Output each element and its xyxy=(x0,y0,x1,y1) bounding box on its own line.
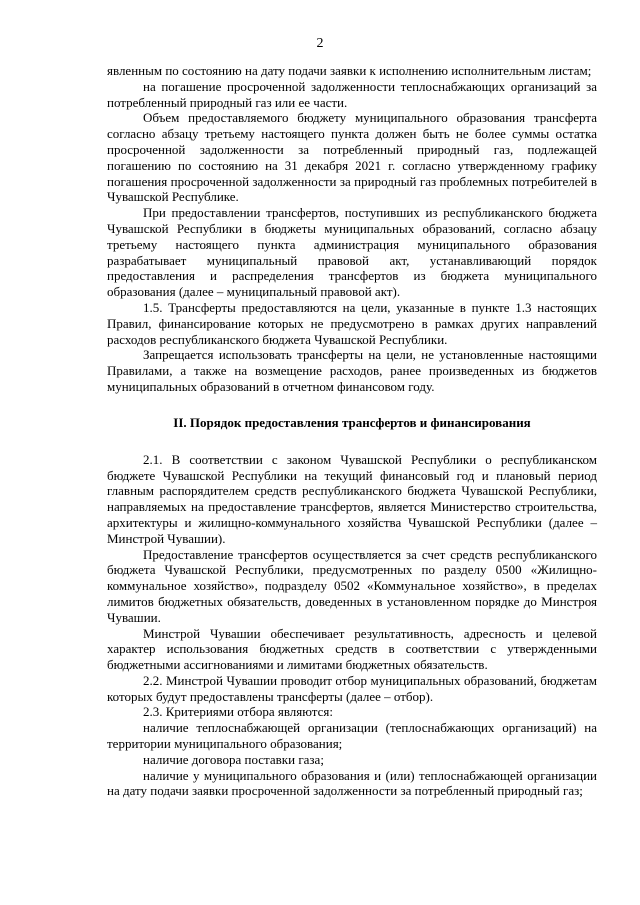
paragraph: При предоставлении трансфертов, поступивших из республиканского бюджета Чувашской Республики в бюджеты муниципальных образований, согласно абзацу третьему настоящего пункта администрация муниципального образования разрабатывает муниципальный правовой акт, устанавливающий порядок предоставления и распределения трансфертов из бюджета муниципального образования (далее – муниципальный правовой акт). xyxy=(107,205,597,300)
document-body xyxy=(107,63,597,799)
paragraph: 1.5. Трансферты предоставляются на цели, указанные в пункте 1.3 настоящих Правил, финансирование которых не предусмотрено в рамках других направлений расходов республиканского бюджета Чувашской Республики. xyxy=(107,299,597,347)
paragraph: на погашение просроченной задолженности теплоснабжающих организаций за потребленный природный газ или ее части. xyxy=(107,78,597,110)
section-heading: II. Порядок предоставления трансфертов и финансирования xyxy=(173,414,531,430)
paragraph: наличие договора поставки газа; xyxy=(143,751,324,767)
paragraph: 2.1. В соответствии с законом Чувашской Республики о республиканском бюджете Чувашской Республики на текущий финансовый год и плановый период главным распорядителем средств республиканского бюджета Чувашской Республики, направляемых на предоставление трансфертов, является Министерство строительства, архитектуры и жилищно-коммунального хозяйства Чувашской Республики (далее – Минстрой Чувашии). xyxy=(107,451,597,546)
paragraph: Предоставление трансфертов осуществляется за счет средств республиканского бюджета Чувашской Республики, предусмотренных по разделу 0500 «Жилищно-коммунальное хозяйство», подразделу 0502 «Коммунальное хозяйство», в пределах лимитов бюджетных обязательств, доведенных в установленном порядке до Минстроя Чувашии. xyxy=(107,546,597,625)
paragraph: Объем предоставляемого бюджету муниципального образования трансферта согласно абзацу третьему настоящего пункта должен быть не более суммы остатка просроченной задолженности за потребленный природный газ, подлежащей погашению по состоянию на 31 декабря 2021 г. согласно утвержденному графику погашения просроченной задолженности за природный газ проблемных потребителей в Чувашской Республике. xyxy=(107,110,597,205)
page-number: 2 xyxy=(316,36,324,51)
paragraph: 2.3. Критериями отбора являются: xyxy=(143,704,333,720)
paragraph: наличие теплоснабжающей организации (теплоснабжающих организаций) на территории муниципального образования; xyxy=(107,720,597,752)
paragraph: явленным по состоянию на дату подачи заявки к исполнению исполнительным листам; xyxy=(107,63,592,78)
paragraph: 2.2. Минстрой Чувашии проводит отбор муниципальных образований, бюджетам которых будут предоставлены трансферты (далее – отбор). xyxy=(107,672,597,704)
paragraph: Запрещается использовать трансферты на цели, не установленные настоящими Правилами, а также на возмещение расходов, ранее произведенных из бюджетов муниципальных образований в отчетном финансовом году. xyxy=(107,347,597,394)
paragraph: Минстрой Чувашии обеспечивает результативность, адресность и целевой характер использования бюджетных средств в соответствии с утвержденными бюджетными ассигнованиями и лимитами бюджетных обязательств. xyxy=(107,625,597,673)
paragraph: наличие у муниципального образования и (или) теплоснабжающей организации на дату подачи заявки просроченной задолженности за потребленный природный газ; xyxy=(107,767,597,799)
